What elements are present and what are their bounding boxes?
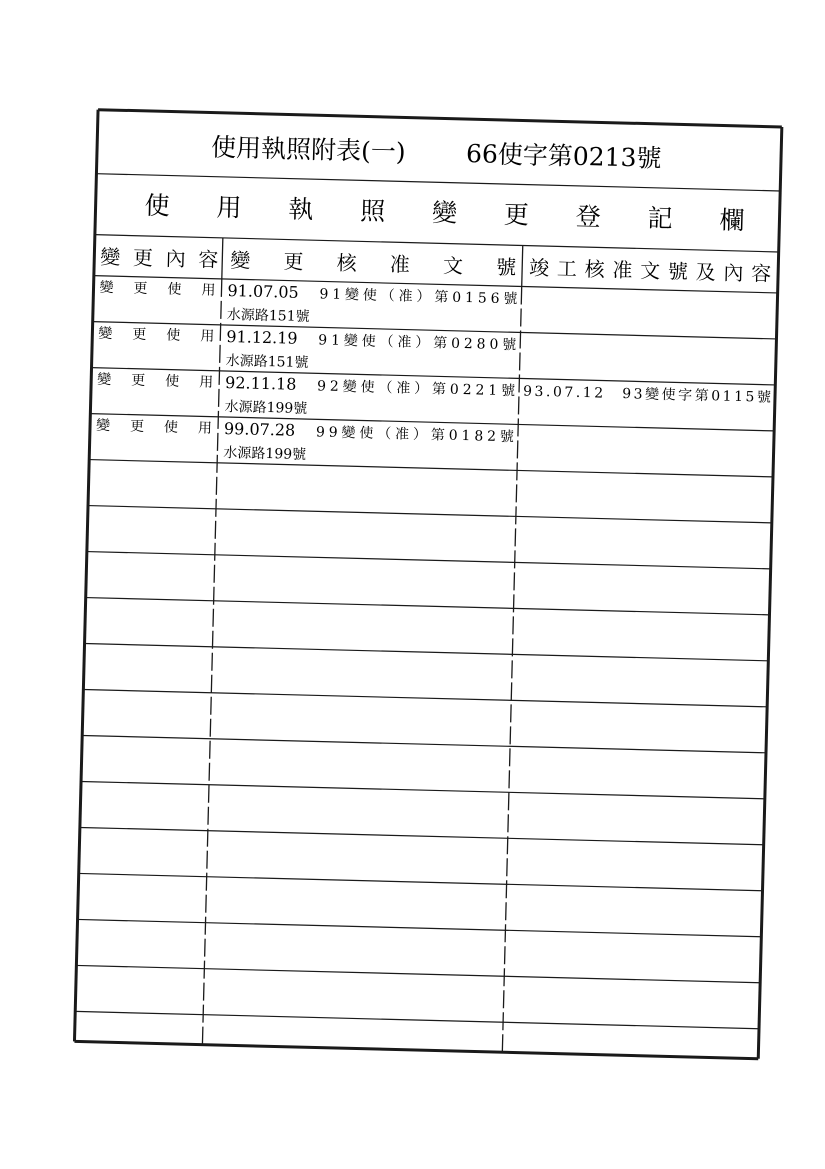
row-approval-date: 91.12.19 xyxy=(226,327,298,348)
column-header-content: 變更內容 xyxy=(100,244,219,272)
license-number: 66使字第0213號 xyxy=(465,139,662,173)
row-approval-number: 91變使（准）第0156號 xyxy=(319,286,518,308)
section-divider xyxy=(95,235,779,252)
row-category: 變更使用 xyxy=(99,279,216,299)
column-rule-1 xyxy=(202,279,221,1045)
row-category: 變更使用 xyxy=(95,417,213,437)
row-address: 水源路151號 xyxy=(225,353,309,372)
row-approval-number: 99變使（准）第0182號 xyxy=(315,424,515,446)
table-row xyxy=(94,416,514,469)
column-rule-2 xyxy=(502,286,521,1052)
row-approval-date: 92.11.18 xyxy=(224,373,297,394)
column-rule-1-header xyxy=(222,238,223,279)
row-category: 變更使用 xyxy=(98,325,215,345)
row-category: 變更使用 xyxy=(97,371,214,391)
row-approval-number: 91變使（准）第0280號 xyxy=(318,332,517,354)
table-row xyxy=(95,370,771,429)
row-address: 水源路199號 xyxy=(224,398,308,418)
row-address: 水源路199號 xyxy=(223,444,307,464)
title-divider xyxy=(96,174,780,191)
column-header-completion: 竣工核准文號及內容 xyxy=(528,255,772,286)
row-address: 水源路151號 xyxy=(226,307,310,326)
table-row xyxy=(98,278,518,331)
row-completion: 93.07.12 93變使字第0115號 xyxy=(522,383,772,406)
section-title: 使用執照變更登記欄 xyxy=(144,190,745,236)
column-rule-2-header xyxy=(522,245,523,286)
column-header-approval: 變更核准文號 xyxy=(229,248,517,280)
row-approval-date: 91.07.05 xyxy=(227,281,299,302)
form-title: 使用執照附表(一) xyxy=(210,132,406,167)
row-approval-number: 92變使（准）第0221號 xyxy=(316,378,516,400)
row-approval-date: 99.07.28 xyxy=(223,418,296,440)
table-row xyxy=(97,324,517,377)
